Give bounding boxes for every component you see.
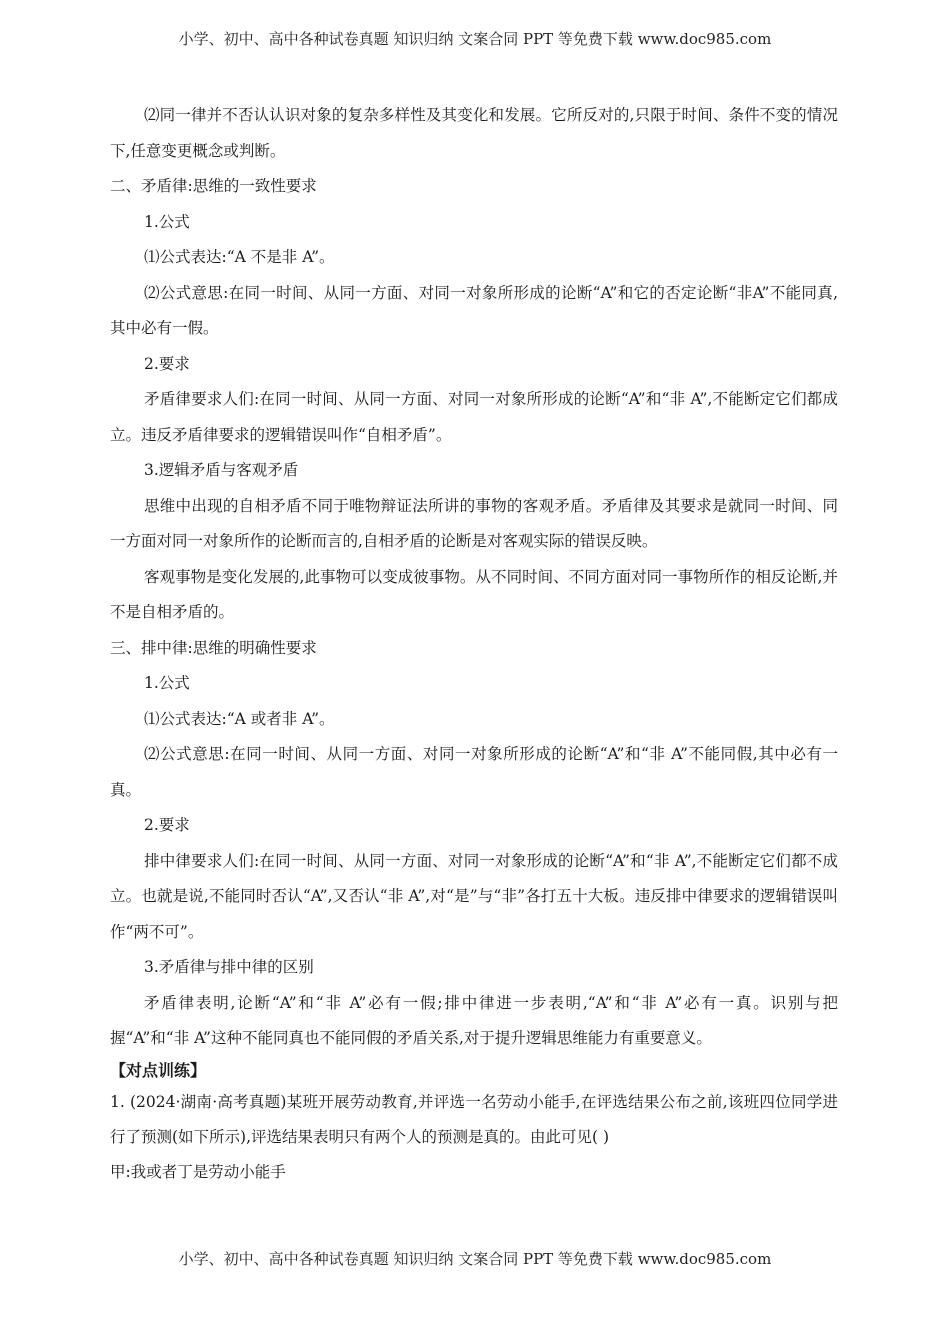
paragraph-requirement-2: 排中律要求人们:在同一时间、从同一方面、对同一对象形成的论断“A”和“非 A”,不能断定它们都不成立。也就是说,不能同时否认“A”,又否认“非 A”,对“是”与“非”各打五十大板。违反排中律要求的逻辑错误叫作“两不可”。: [110, 851, 838, 941]
paragraph-identity-law-2: ⑵同一律并不否认认识对象的复杂多样性及其变化和发展。它所反对的,只限于时间、条件不变的情况下,任意变更概念或判断。: [110, 106, 838, 160]
page-footer: 小学、初中、高中各种试卷真题 知识归纳 文案合同 PPT 等免费下载 www.doc985.com: [178, 1250, 772, 1268]
formula-meaning-2: ⑵公式意思:在同一时间、从同一方面、对同一对象所形成的论断“A”和“非 A”不能同假,其中必有一真。: [110, 745, 838, 799]
section-heading-excluded-middle: 三、排中律:思维的明确性要求: [110, 638, 317, 657]
section-heading-contradiction-law: 二、矛盾律:思维的一致性要求: [110, 177, 317, 195]
formula-expression: ⑴公式表达:“A 不是非 A”。: [144, 248, 335, 266]
paragraph-requirement: 矛盾律要求人们:在同一时间、从同一方面、对同一对象所形成的论断“A”和“非 A”,不能断定它们都成立。违反矛盾律要求的逻辑错误叫作“自相矛盾”。: [110, 390, 838, 444]
subheading-requirement-2: 2.要求: [144, 816, 190, 834]
subheading-formula: 1.公式: [144, 212, 190, 231]
paragraph-difference: 矛盾律表明,论断“A”和“非 A”必有一假;排中律进一步表明,“A”和“非 A”必有一真。识别与把握“A”和“非 A”这种不能同真也不能同假的矛盾关系,对于提升逻辑思维能力有重要意义。: [110, 993, 838, 1047]
subheading-logical-vs-objective: 3.逻辑矛盾与客观矛盾: [144, 461, 299, 479]
document-body: [110, 98, 838, 1190]
page-header: 小学、初中、高中各种试卷真题 知识归纳 文案合同 PPT 等免费下载 www.doc985.com: [178, 30, 772, 48]
subheading-difference: 3.矛盾律与排中律的区别: [144, 958, 314, 976]
paragraph-logical-contradiction: 思维中出现的自相矛盾不同于唯物辩证法所讲的事物的客观矛盾。矛盾律及其要求是就同一时间、同一方面对同一对象所作的论断而言的,自相矛盾的论断是对客观实际的错误反映。: [110, 496, 838, 550]
formula-expression-2: ⑴公式表达:“A 或者非 A”。: [144, 709, 335, 728]
formula-meaning: ⑵公式意思:在同一时间、从同一方面、对同一对象所形成的论断“A”和它的否定论断“非A”不能同真,其中必有一假。: [110, 283, 838, 337]
question-1: 1. (2024·湖南·高考真题)某班开展劳动教育,并评选一名劳动小能手,在评选结果公布之前,该班四位同学进行了预测(如下所示),评选结果表明只有两个人的预测是真的。由此可见( ): [110, 1092, 838, 1146]
training-title: 【对点训练】: [110, 1060, 207, 1080]
subheading-requirement: 2.要求: [144, 354, 190, 373]
subheading-formula-2: 1.公式: [144, 674, 190, 692]
paragraph-objective-contradiction: 客观事物是变化发展的,此事物可以变成彼事物。从不同时间、不同方面对同一事物所作的相反论断,并不是自相矛盾的。: [110, 567, 838, 621]
question-1-statement-a: 甲:我或者丁是劳动小能手: [110, 1162, 286, 1181]
